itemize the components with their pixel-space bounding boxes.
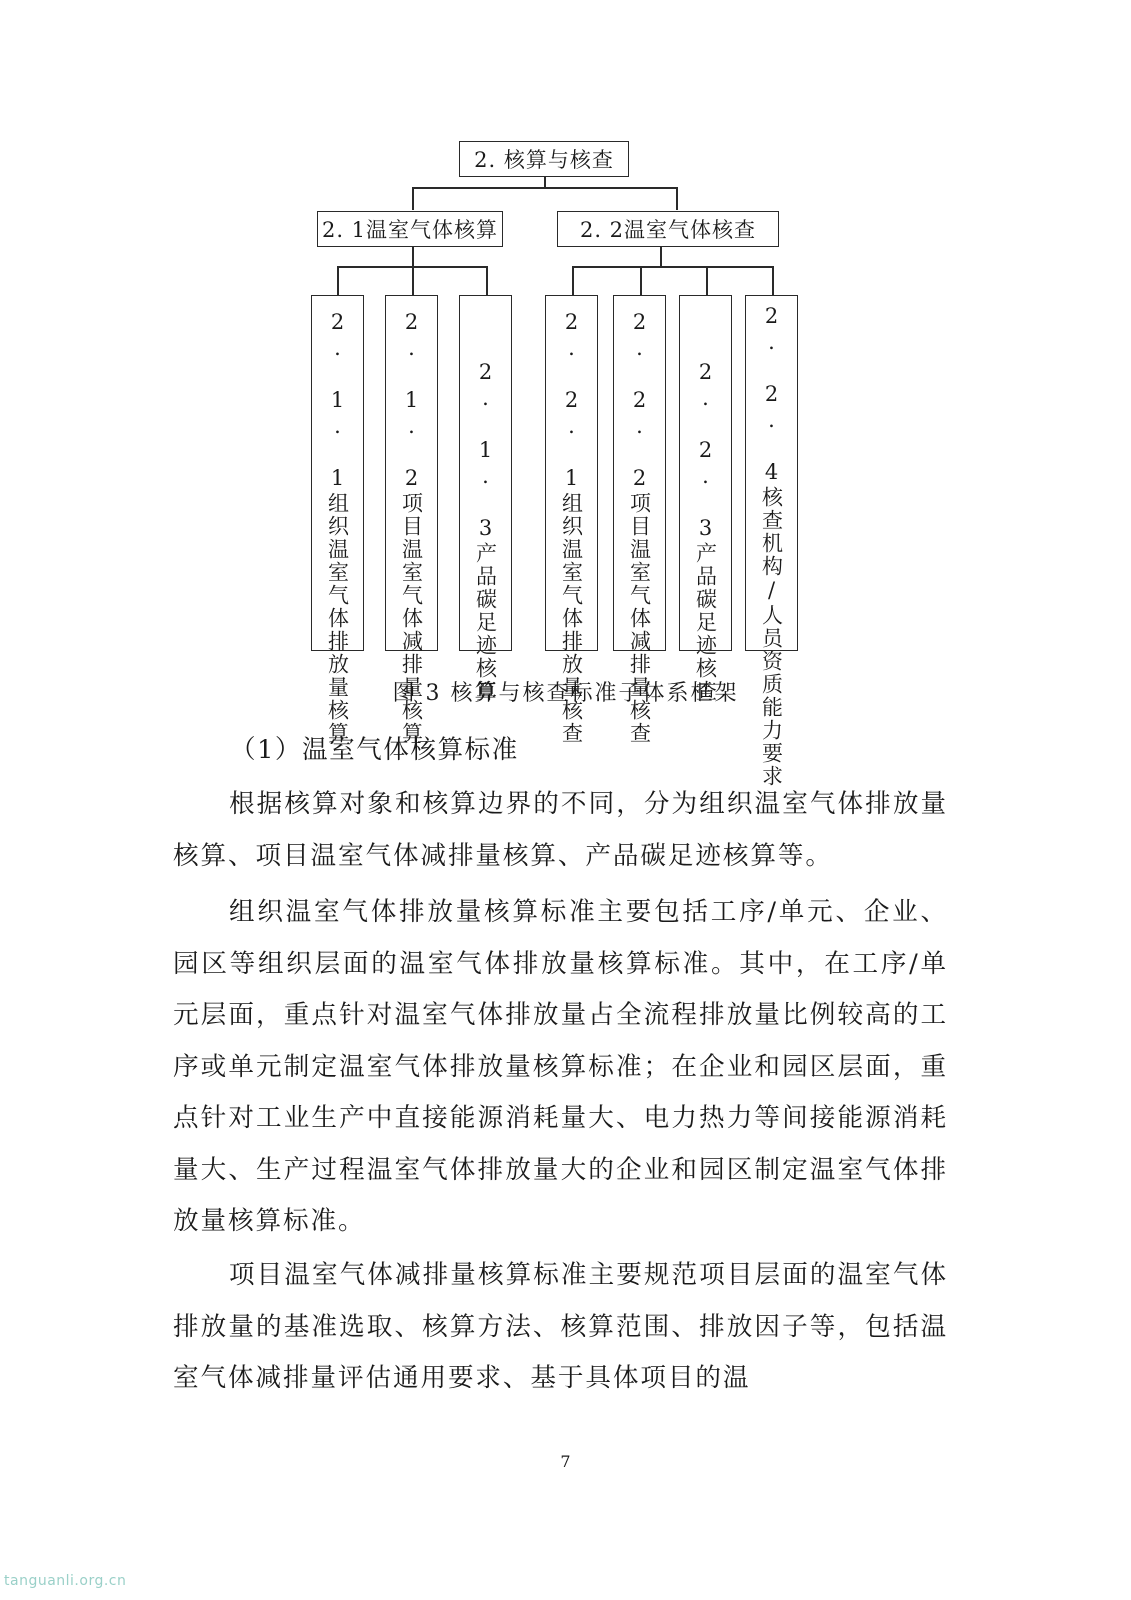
leaf-label: 2. 2. 2项目温室气体减排量核查 — [627, 310, 652, 745]
leaf-label: 2. 2. 4核查机构/人员资质能力要求 — [759, 304, 784, 788]
paragraph: 根据核算对象和核算边界的不同，分为组织温室气体排放量核算、项目温室气体减排量核算、产品碳足迹核算等。 — [173, 789, 948, 871]
leaf-label: 2. 1. 2项目温室气体减排量核算 — [399, 310, 424, 745]
connector — [706, 266, 708, 295]
page-number: 7 — [560, 1452, 571, 1471]
leaf-label: 2. 2. 1组织温室气体排放量核查 — [559, 310, 584, 745]
watermark: tanguanli.org.cn — [4, 1573, 127, 1589]
figure-caption: 图 3 核算与核查标准子体系框架 — [392, 681, 739, 706]
leaf-2-2-3 — [679, 295, 732, 703]
node-label: 2. 1温室气体核算 — [321, 218, 499, 242]
connector — [486, 266, 488, 295]
leaf-2-1-3 — [459, 295, 512, 703]
leaf-2-2-2 — [613, 295, 666, 745]
connector — [412, 187, 414, 210]
leaf-2-2-1 — [545, 295, 598, 745]
leaf-label: 2. 2. 3产品碳足迹核查 — [693, 360, 718, 703]
leaf-2-1-1 — [311, 295, 364, 745]
node-ghg-accounting — [317, 211, 503, 247]
connector — [337, 266, 339, 295]
leaf-2-1-2 — [385, 295, 438, 745]
section-heading: （1）温室气体核算标准 — [230, 735, 519, 765]
node-ghg-verification — [557, 211, 779, 247]
leaf-label: 2. 1. 1组织温室气体排放量核算 — [325, 310, 350, 745]
connector — [772, 266, 774, 295]
paragraph: 项目温室气体减排量核算标准主要规范项目层面的温室气体排放量的基准选取、核算方法、核算范围、排放因子等，包括温室气体减排量评估通用要求、基于具体项目的温 — [173, 1260, 948, 1393]
connector — [676, 187, 678, 210]
leaf-2-2-4 — [745, 295, 798, 788]
node-label: 2. 2温室气体核查 — [579, 218, 757, 242]
connector — [412, 266, 414, 295]
connector — [572, 266, 574, 295]
connector — [660, 245, 662, 267]
root-node-label: 2. 核算与核查 — [474, 148, 614, 172]
connector — [640, 266, 642, 295]
connector — [412, 187, 677, 189]
connector — [572, 266, 773, 268]
root-node — [459, 141, 629, 177]
connector — [412, 245, 414, 267]
paragraph: 组织温室气体排放量核算标准主要包括工序/单元、企业、园区等组织层面的温室气体排放量核算标准。其中，在工序/单元层面，重点针对温室气体排放量占全流程排放量比例较高的工序或单元制定温室气体排放量核算标准；在企业和园区层面，重点针对工业生产中直接能源消耗量大、电力热力等间接能源消耗量大、生产过程温室气体排放量大的企业和园区制定温室气体排放量核算标准。 — [173, 897, 948, 1236]
leaf-label: 2. 1. 3产品碳足迹核算 — [473, 360, 498, 703]
